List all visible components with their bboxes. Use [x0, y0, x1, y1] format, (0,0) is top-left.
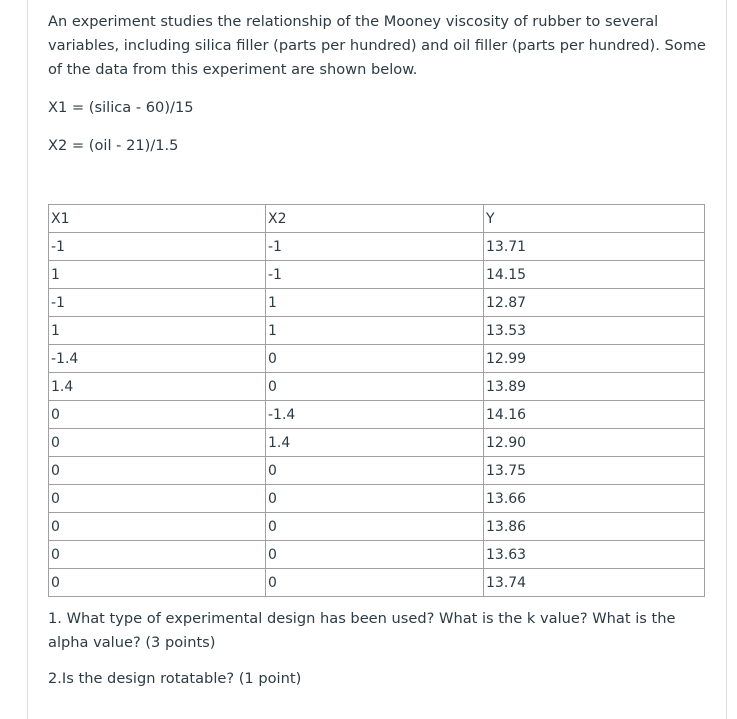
- table-cell-y: 13.75: [484, 457, 705, 485]
- table-cell-y: 14.15: [484, 261, 705, 289]
- table-cell-x2: 0: [266, 513, 484, 541]
- table-cell-y: 13.71: [484, 233, 705, 261]
- table-cell-x1: 0: [49, 457, 266, 485]
- table-row: [49, 345, 705, 373]
- table-cell-y: 13.89: [484, 373, 705, 401]
- table-row: [49, 289, 705, 317]
- table-cell-y: 12.87: [484, 289, 705, 317]
- table-row: [49, 541, 705, 569]
- table-cell-x2: 0: [266, 541, 484, 569]
- question-2: 2.Is the design rotatable? (1 point): [48, 670, 302, 687]
- table-cell-x2: 0: [266, 569, 484, 597]
- table-row: [49, 317, 705, 345]
- table-cell-x2: -1: [266, 233, 484, 261]
- table-row: [49, 569, 705, 597]
- table-cell-x1: -1: [49, 233, 266, 261]
- table-cell-x1: 0: [49, 513, 266, 541]
- table-row: [49, 457, 705, 485]
- table-cell-x2: 0: [266, 373, 484, 401]
- formula-x2: X2 = (oil - 21)/1.5: [48, 137, 179, 154]
- table-row: [49, 233, 705, 261]
- table-row: [49, 373, 705, 401]
- table-row: [49, 429, 705, 457]
- table-cell-x1: 0: [49, 569, 266, 597]
- table-cell-y: 12.90: [484, 429, 705, 457]
- table-cell-x1: -1.4: [49, 345, 266, 373]
- table-cell-x1: 0: [49, 485, 266, 513]
- table-header-row: [49, 205, 705, 233]
- table-row: [49, 401, 705, 429]
- table-row: [49, 485, 705, 513]
- table-cell-x1: 0: [49, 429, 266, 457]
- table-cell-x2: -1: [266, 261, 484, 289]
- data-table: [48, 204, 705, 597]
- table-cell-y: 13.53: [484, 317, 705, 345]
- table-cell-x1: 0: [49, 541, 266, 569]
- table-cell-x1: 0: [49, 401, 266, 429]
- table-row: [49, 513, 705, 541]
- table-cell-x2: 0: [266, 345, 484, 373]
- table-header-cell: X2: [266, 205, 484, 233]
- table-cell-x2: 1.4: [266, 429, 484, 457]
- question-content: [48, 10, 708, 691]
- table-header-cell: Y: [484, 205, 705, 233]
- table-cell-x1: 1: [49, 317, 266, 345]
- table-header-cell: X1: [49, 205, 266, 233]
- question-1: 1. What type of experimental design has been used? What is the k value? What is the alpha value? (3 points): [48, 610, 676, 651]
- table-cell-x1: 1.4: [49, 373, 266, 401]
- table-cell-y: 13.66: [484, 485, 705, 513]
- table-cell-x2: 1: [266, 317, 484, 345]
- formula-x1: X1 = (silica - 60)/15: [48, 99, 194, 116]
- table-cell-y: 13.74: [484, 569, 705, 597]
- table-cell-x2: 0: [266, 485, 484, 513]
- table-cell-y: 13.63: [484, 541, 705, 569]
- intro-paragraph: An experiment studies the relationship of the Mooney viscosity of rubber to several variables, including silica filler (parts per hundred) and oil filler (parts per hundred). Some of the data from this experiment are shown below.: [48, 13, 706, 78]
- table-cell-y: 14.16: [484, 401, 705, 429]
- table-cell-y: 13.86: [484, 513, 705, 541]
- table-cell-y: 12.99: [484, 345, 705, 373]
- table-cell-x1: -1: [49, 289, 266, 317]
- table-cell-x2: 0: [266, 457, 484, 485]
- table-cell-x1: 1: [49, 261, 266, 289]
- table-row: [49, 261, 705, 289]
- table-cell-x2: 1: [266, 289, 484, 317]
- table-cell-x2: -1.4: [266, 401, 484, 429]
